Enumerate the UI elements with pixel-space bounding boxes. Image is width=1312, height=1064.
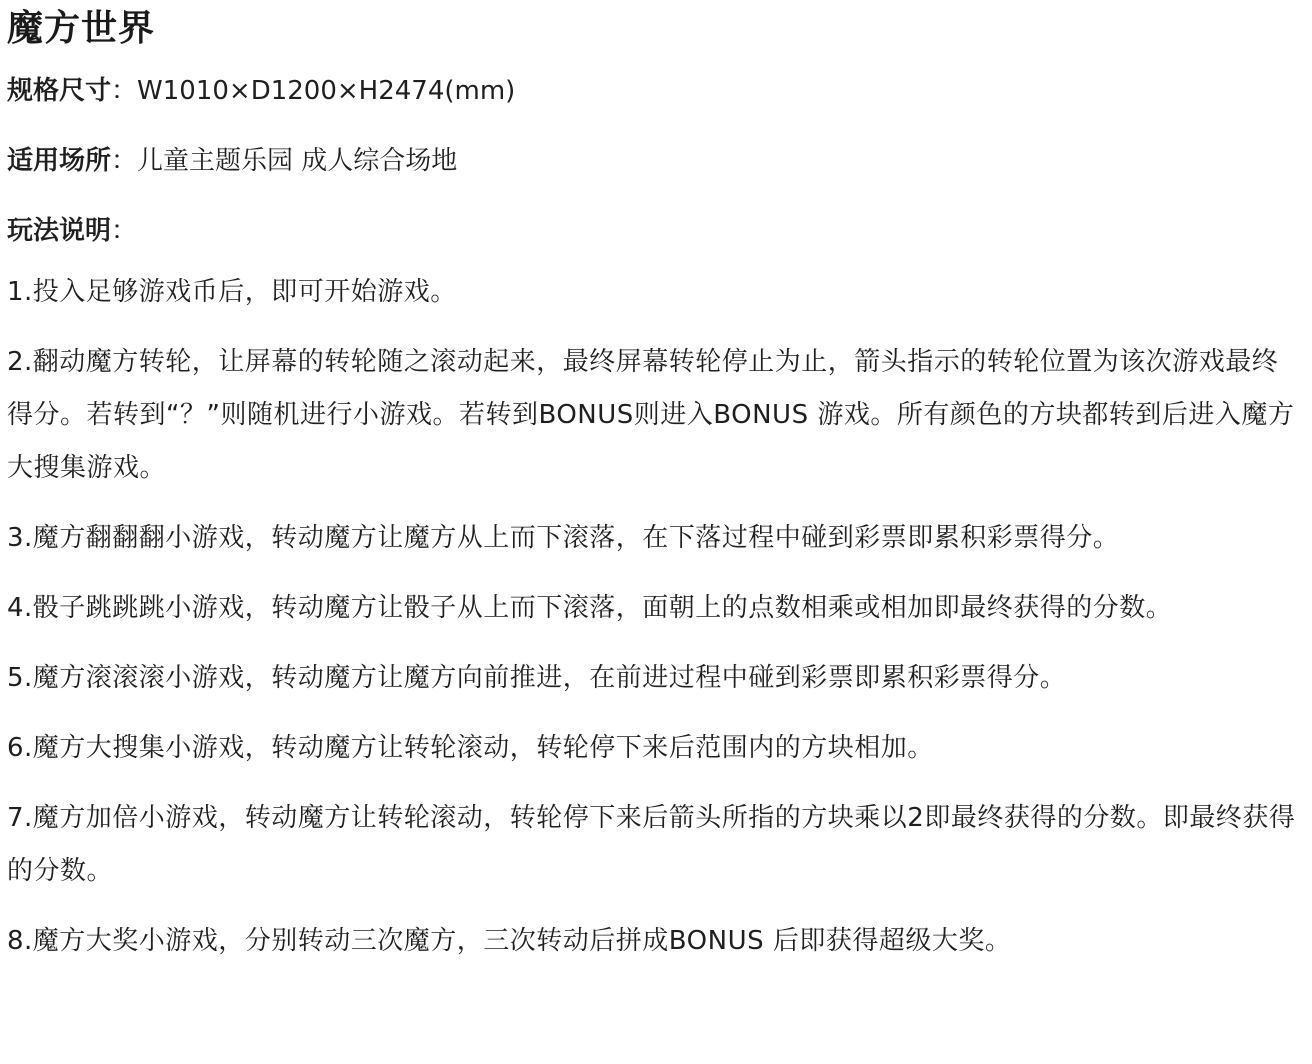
rule-item: 8.魔方大奖小游戏，分别转动三次魔方，三次转动后拼成BONUS 后即获得超级大奖。 bbox=[7, 926, 1012, 956]
rule-item: 5.魔方滚滚滚小游戏，转动魔方让魔方向前推进，在前进过程中碰到彩票即累积彩票得分。 bbox=[7, 663, 1067, 693]
rule-item: 7.魔方加倍小游戏，转动魔方让转轮滚动，转轮停下来后箭头所指的方块乘以2即最终获得的分数。即最终获得的分数。 bbox=[7, 803, 1296, 886]
spec-rules-label: 玩法说明 bbox=[7, 216, 112, 246]
spec-size bbox=[7, 73, 1296, 109]
rule-item: 6.魔方大搜集小游戏，转动魔方让转轮滚动，转轮停下来后范围内的方块相加。 bbox=[7, 733, 934, 763]
rule-item: 4.骰子跳跳跳小游戏，转动魔方让骰子从上而下滚落，面朝上的点数相乘或相加即最终获得的分数。 bbox=[7, 593, 1173, 623]
spec-venue bbox=[7, 143, 1296, 179]
spec-separator: ： bbox=[111, 146, 138, 176]
rule-item: 1.投入足够游戏币后，即可开始游戏。 bbox=[7, 277, 457, 307]
spec-venue-label: 适用场所 bbox=[7, 146, 112, 176]
spec-separator: ： bbox=[111, 216, 138, 246]
page-title: 魔方世界 bbox=[7, 8, 156, 49]
spec-rules bbox=[7, 213, 1296, 249]
spec-size-value: W1010×D1200×H2474(mm) bbox=[137, 76, 516, 106]
spec-separator: ： bbox=[111, 76, 138, 106]
rule-item: 2.翻动魔方转轮，让屏幕的转轮随之滚动起来，最终屏幕转轮停止为止，箭头指示的转轮位置为该次游戏最终得分。若转到“？”则随机进行小游戏。若转到BONUS则进入BONUS 游戏。所有颜色的方块都转到后进入魔方大搜集游戏。 bbox=[7, 347, 1295, 483]
spec-size-label: 规格尺寸 bbox=[7, 76, 112, 106]
rules-list bbox=[7, 266, 1296, 968]
rule-item: 3.魔方翻翻翻小游戏，转动魔方让魔方从上而下滚落，在下落过程中碰到彩票即累积彩票得分。 bbox=[7, 523, 1120, 553]
spec-venue-value: 儿童主题乐园 成人综合场地 bbox=[137, 146, 458, 176]
